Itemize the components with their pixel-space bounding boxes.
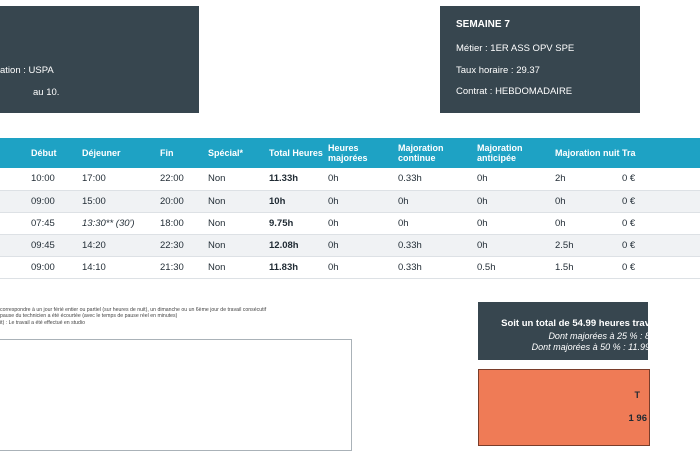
cell-total: 11.83h [269, 261, 299, 273]
table-row [0, 256, 700, 278]
hours-table-wrapper [0, 138, 640, 284]
week-title: SEMAINE 7 [456, 19, 510, 30]
cell-heures-majorees: 0h [328, 261, 339, 273]
header-dejeuner: Déjeuner [82, 148, 121, 158]
cell-special: Non [208, 261, 226, 273]
cell-special: Non [208, 173, 226, 185]
table-row [0, 190, 700, 212]
cell-heures-majorees: 0h [328, 239, 339, 251]
table-header-row [0, 138, 700, 168]
header-maj-nuit: Majoration nuit [555, 148, 620, 158]
header-debut: Début [31, 148, 57, 158]
cell-dejeuner: 15:00 [82, 195, 106, 207]
cell-maj-continue: 0h [398, 217, 409, 229]
header-total: Total Heures [269, 148, 323, 158]
cell-heures-majorees: 0h [328, 195, 339, 207]
cell-heures-majorees: 0h [328, 217, 339, 229]
cell-dejeuner: 17:00 [82, 173, 106, 185]
table-row [0, 168, 700, 190]
cell-special: Non [208, 195, 226, 207]
metier-line: Métier : 1ER ASS OPV SPE [456, 43, 575, 54]
cell-maj-anticipee: 0h [477, 239, 488, 251]
cell-travail: 0 € [622, 173, 636, 185]
comments-box[interactable] [0, 339, 352, 451]
cell-maj-continue: 0.33h [398, 261, 422, 273]
summary-maj25: Dont majorées à 25 % : 8 [548, 331, 650, 341]
cell-travail: 0 € [622, 195, 636, 207]
cell-maj-anticipee: 0.5h [477, 261, 496, 273]
header-heures-majorees: Heures majorées [328, 143, 368, 163]
footnotes [0, 307, 350, 326]
header-maj-anticipee: Majoration anticipée [477, 143, 523, 163]
taux-line: Taux horaire : 29.37 [456, 65, 540, 76]
employee-info-card [0, 6, 199, 113]
cell-maj-nuit: 0h [555, 195, 566, 207]
week-info-card [440, 6, 640, 113]
header-travail: Tra [622, 148, 636, 158]
cell-debut: 10:00 [31, 173, 55, 185]
cell-maj-anticipee: 0h [477, 173, 488, 185]
total-amount-value: 1 96 [628, 413, 647, 424]
cell-debut: 07:45 [31, 217, 55, 229]
cell-fin: 18:00 [160, 217, 184, 229]
cell-heures-majorees: 0h [328, 173, 339, 185]
cell-maj-anticipee: 0h [477, 217, 488, 229]
cell-maj-anticipee: 0h [477, 195, 488, 207]
cell-total: 11.33h [269, 173, 299, 185]
cell-dejeuner: 13:30** (30') [82, 217, 135, 229]
cell-maj-nuit: 2.5h [555, 239, 574, 251]
header-maj-continue: Majoration continue [398, 143, 444, 163]
cell-fin: 22:30 [160, 239, 184, 251]
header-special: Spécial* [208, 148, 244, 158]
cell-maj-nuit: 0h [555, 217, 566, 229]
header-fin: Fin [160, 148, 174, 158]
cell-total: 9.75h [269, 217, 294, 229]
cell-travail: 0 € [622, 261, 636, 273]
footnote-studio: it) : Le travail a été effectué en studio [0, 319, 85, 326]
period-line: au 10. [33, 87, 60, 98]
cell-special: Non [208, 217, 226, 229]
cell-total: 12.08h [269, 239, 299, 251]
cell-dejeuner: 14:20 [82, 239, 106, 251]
hours-table [0, 138, 700, 279]
production-line: ation : USPA [0, 65, 54, 76]
cell-fin: 21:30 [160, 261, 184, 273]
total-amount-label: T [634, 390, 640, 400]
total-amount-card [478, 369, 650, 446]
footnote-special: correspondre à un jour férié entier ou partiel (sur heures de nuit), un dimanche ou un 6ème jour de travail consécutif [0, 307, 267, 313]
cell-travail: 0 € [622, 217, 636, 229]
cell-maj-continue: 0.33h [398, 173, 422, 185]
table-row [0, 212, 700, 234]
cell-special: Non [208, 239, 226, 251]
table-row [0, 234, 700, 256]
summary-total: Soit un total de 54.99 heures trav [501, 318, 650, 329]
cell-maj-nuit: 2h [555, 173, 566, 185]
cell-maj-continue: 0.33h [398, 239, 422, 251]
cell-dejeuner: 14:10 [82, 261, 106, 273]
contrat-line: Contrat : HEBDOMADAIRE [456, 86, 573, 97]
header-spacer [0, 138, 31, 168]
cell-maj-nuit: 1.5h [555, 261, 574, 273]
summary-card [478, 302, 648, 360]
cell-fin: 20:00 [160, 195, 184, 207]
cell-debut: 09:00 [31, 195, 55, 207]
cell-fin: 22:00 [160, 173, 184, 185]
cell-total: 10h [269, 195, 286, 207]
cell-debut: 09:00 [31, 261, 55, 273]
cell-travail: 0 € [622, 239, 636, 251]
summary-maj50: Dont majorées à 50 % : 11.99 [531, 342, 650, 352]
cell-maj-continue: 0h [398, 195, 409, 207]
footnote-pause: pause du technicien a été écourtée (avec le temps de pause réel en minutes) [0, 313, 178, 320]
cell-debut: 09:45 [31, 239, 55, 251]
